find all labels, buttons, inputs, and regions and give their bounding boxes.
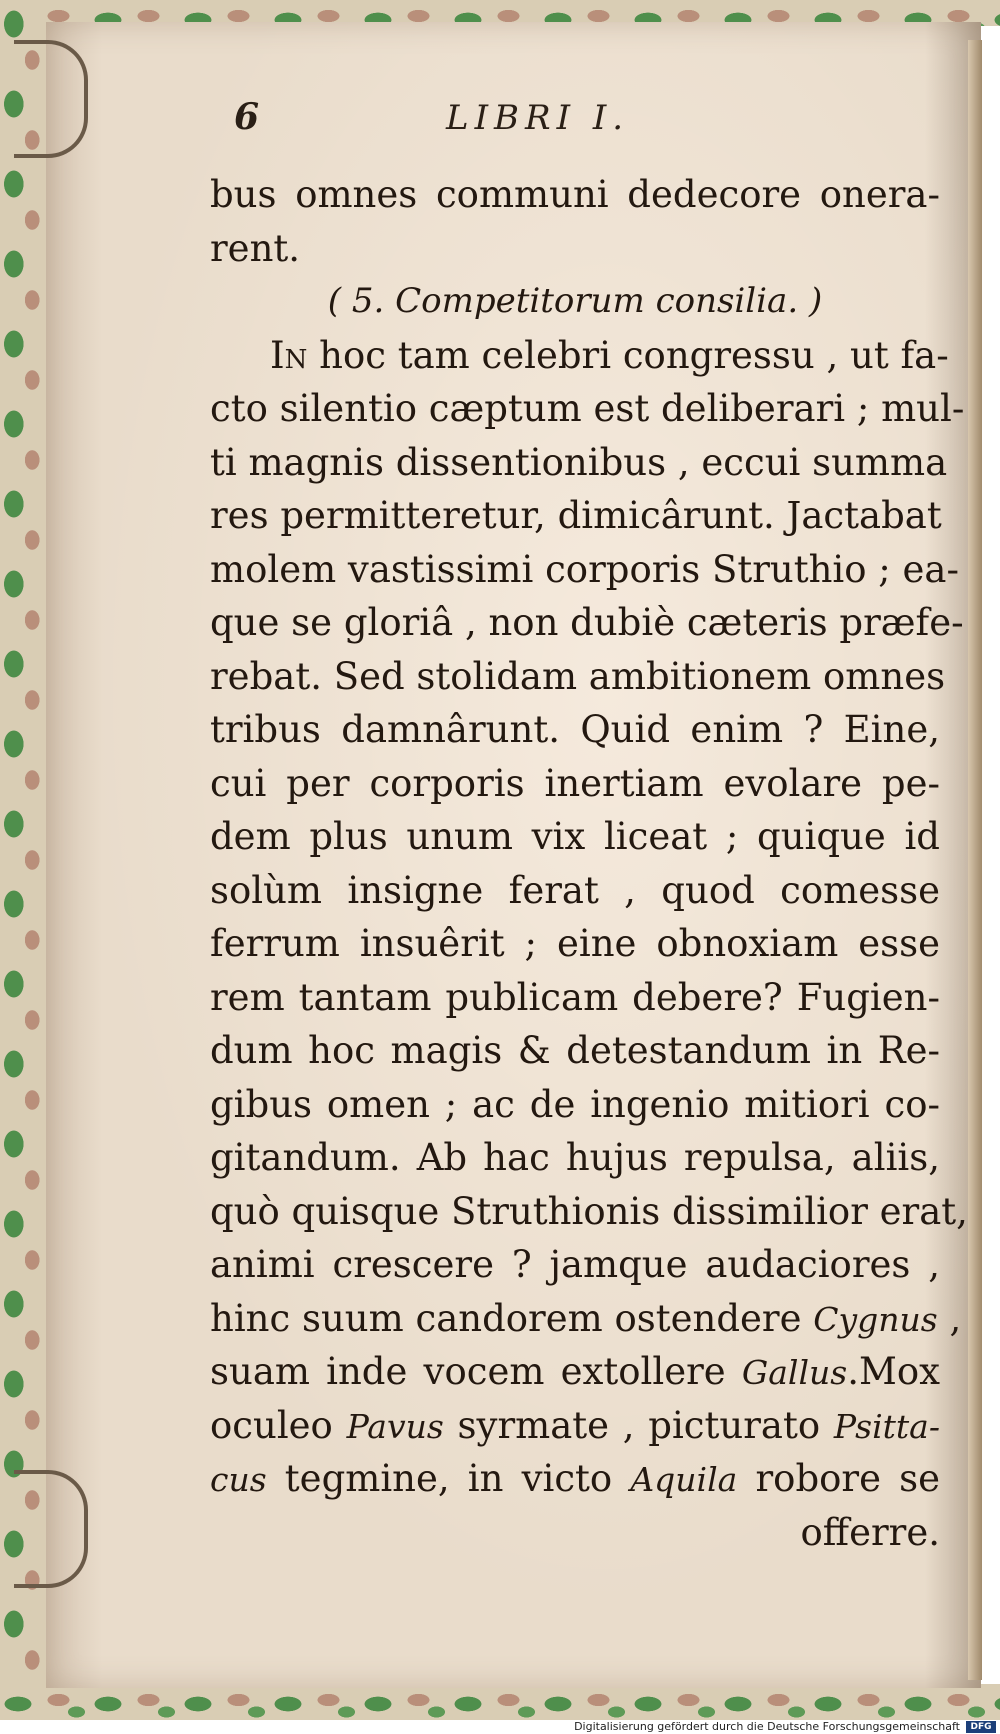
- text-line: [210, 1292, 962, 1346]
- text-segment: ,: [937, 1296, 962, 1340]
- italic-name: Psitta-: [833, 1406, 940, 1446]
- text-line: offerre.: [800, 1510, 940, 1554]
- text-line: gitandum. Ab hac hujus repulsa, aliis,: [210, 1136, 940, 1179]
- marbled-cover-bottom: [0, 1684, 1000, 1720]
- clasp-bottom: [14, 1470, 88, 1588]
- text-line: [210, 1399, 940, 1453]
- text-line: [210, 1345, 940, 1399]
- italic-name: Aquila: [630, 1460, 738, 1499]
- text-line: gibus omen ; ac de ingenio mitiori co-: [210, 1082, 940, 1126]
- text-segment: suam inde vocem extollere: [210, 1350, 742, 1393]
- italic-name: Gallus: [741, 1353, 848, 1392]
- text-line: que se gloriâ , non dubiè cæteris præfe-: [210, 601, 964, 644]
- text-line: bus omnes communi dedecore onera-: [210, 173, 940, 216]
- text-line: res permitteretur, dimicârunt. Jactabat: [210, 494, 942, 537]
- text-line: ferrum insuêrit ; eine obnoxiam esse: [210, 922, 940, 965]
- italic-name: Pavus: [346, 1406, 444, 1446]
- text-segment: hinc suum candorem ostendere: [210, 1296, 814, 1340]
- section-heading: ( 5. Competitorum consilia. ): [327, 281, 823, 321]
- text-line: molem vastissimi corporis Struthio ; ea-: [210, 547, 959, 591]
- page-edge: [968, 40, 982, 1680]
- italic-name: cus: [210, 1460, 267, 1499]
- text-line: dem plus unum vix liceat ; quique id: [210, 815, 940, 858]
- marbled-cover-left: [0, 0, 46, 1720]
- page-header: [0, 96, 1000, 146]
- text-line: ti magnis dissentionibus , eccui summa: [210, 440, 948, 484]
- text-line: rent.: [210, 226, 301, 270]
- footer-credit: Digitalisierung gefördert durch die Deutsche Forschungsgemeinschaft: [574, 1720, 960, 1733]
- text-line: solùm insigne ferat , quod comesse: [210, 868, 940, 912]
- body-text: [210, 168, 968, 1559]
- text-line: cto silentio cæptum est deliberari ; mul-: [210, 387, 965, 430]
- text-segment: .Mox: [847, 1350, 940, 1393]
- text-line: rem tantam publicam debere? Fugien-: [210, 975, 940, 1019]
- text-line: tribus damnârunt. Quid enim ? Eine,: [210, 708, 940, 751]
- text-segment: syrmate , picturato: [443, 1403, 834, 1447]
- text-line-rest: hoc tam celebri congressu , ut fa-: [307, 333, 949, 377]
- page-number: 6: [234, 96, 260, 138]
- text-line: animi crescere ? jamque audaciores ,: [210, 1243, 940, 1286]
- text-line: quò quisque Struthionis dissimilior erat,: [210, 1189, 968, 1233]
- initial-word: In: [270, 333, 308, 377]
- text-segment: oculeo: [210, 1403, 347, 1447]
- text-line: [210, 1452, 940, 1506]
- text-line: [210, 329, 949, 383]
- dfg-logo: DFG: [966, 1721, 996, 1733]
- text-segment: robore se: [737, 1457, 941, 1500]
- text-line: dum hoc magis & detestandum in Re-: [210, 1029, 940, 1072]
- digitization-footer: [0, 1720, 1000, 1734]
- text-segment: tegmine, in victo: [266, 1457, 631, 1500]
- running-title: LIBRI I.: [446, 98, 630, 138]
- text-line: cui per corporis inertiam evolare pe-: [210, 761, 940, 805]
- italic-name: Cygnus: [813, 1299, 938, 1339]
- text-line: rebat. Sed stolidam ambitionem omnes: [210, 654, 946, 698]
